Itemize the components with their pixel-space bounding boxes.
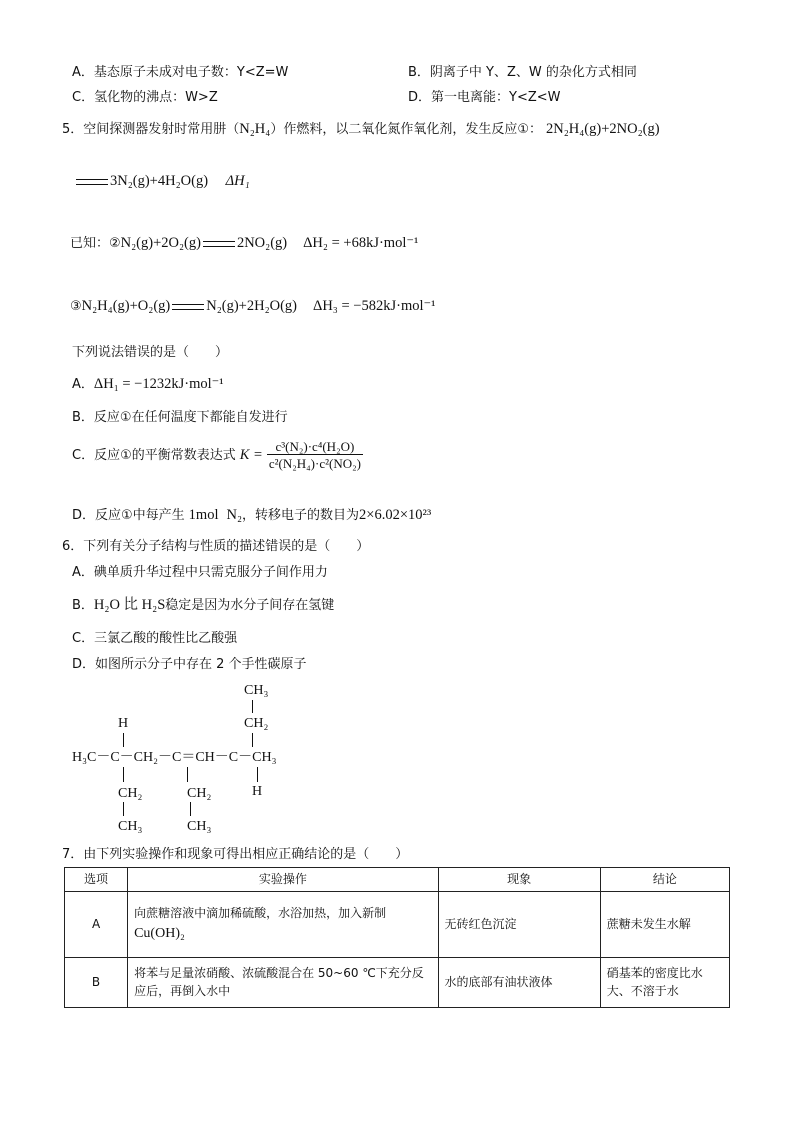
k-symbol: K =: [239, 446, 263, 463]
reaction1-rhs: 3N₂(g)+4H₂O(g): [110, 173, 209, 189]
row-phenomenon: 水的底部有油状液体: [438, 957, 600, 1007]
delta-h1: ΔH₁: [225, 173, 250, 189]
bond-line: [123, 802, 124, 816]
top-ch2: CH₂: [244, 716, 269, 731]
header-phenomenon: 现象: [438, 868, 600, 892]
known-reaction-3: ③N₂H₄(g)+O₂(g) N₂(g)+2H₂O(g) ΔH₃ = −582kJ·mol⁻¹: [70, 298, 436, 314]
q4-option-b: B．阴离子中 Y、Z、W 的杂化方式相同: [408, 65, 637, 80]
hydrazine-formula: N₂H₄: [239, 121, 271, 137]
table-header-row: [65, 868, 730, 892]
branch2-ch3: CH₃: [187, 819, 212, 834]
bond-line: [187, 767, 188, 782]
bottom-h: H: [252, 784, 263, 799]
q5-stem: 5．空间探测器发射时常用肼（N₂H₄）作燃料，以二氧化氮作氧化剂，发生反应①： 2N₂H₄(g)+2NO₂(g): [62, 121, 660, 137]
q5-option-a: A．ΔH₁ = −1232kJ·mol⁻¹: [72, 376, 224, 392]
q6-option-a: A．碘单质升华过程中只需克服分子间作用力: [72, 565, 328, 580]
q6-stem: 6．下列有关分子结构与性质的描述错误的是（ ）: [62, 539, 370, 554]
fraction-denominator: c²(N₂H₄)·c²(NO₂): [268, 456, 361, 471]
q4-option-a: A．基态原子未成对电子数：Y<Z=W: [72, 65, 289, 80]
q6-option-d: D．如图所示分子中存在 2 个手性碳原子: [72, 657, 307, 672]
bond-line: [257, 767, 258, 782]
main-chain: H₃C－C－CH₂－C＝CH－C－CH₃: [72, 750, 277, 765]
reaction3-lhs: N₂H₄(g)+O₂(g): [81, 298, 171, 314]
row-option: A: [65, 891, 128, 957]
top-ch3: CH₃: [244, 683, 269, 698]
table-row: [65, 891, 730, 957]
q4-option-c: C．氢化物的沸点：W>Z: [72, 90, 218, 105]
q6-option-b: B．H₂O 比 H₂S稳定是因为水分子间存在氢键: [72, 597, 335, 613]
top-h: H: [118, 716, 129, 731]
reaction2-rhs: 2NO₂(g): [236, 235, 288, 251]
row-conclusion: 蔗糖未发生水解: [600, 891, 729, 957]
known-reaction-2: 已知：②N₂(g)+2O₂(g) 2NO₂(g) ΔH₂ = +68kJ·mol⁻¹: [70, 235, 419, 251]
experiment-table: [64, 867, 730, 1008]
header-option: 选项: [65, 868, 128, 892]
header-operation: 实验操作: [128, 868, 438, 892]
bond-line: [252, 733, 253, 747]
q4-option-d: D．第一电离能：Y<Z<W: [408, 90, 561, 105]
equilibrium-constant-fraction: [267, 440, 363, 470]
row-phenomenon: 无砖红色沉淀: [438, 891, 600, 957]
delta-h3: ΔH₃ = −582kJ·mol⁻¹: [313, 298, 436, 314]
row-conclusion: 硝基苯的密度比水大、不溶于水: [600, 957, 729, 1007]
reaction1-rhs-line: [74, 174, 250, 189]
q6-option-c: C．三氯乙酸的酸性比乙酸强: [72, 631, 238, 646]
branch2-ch2: CH₂: [187, 786, 212, 801]
header-conclusion: 结论: [600, 868, 729, 892]
row-operation: 向蔗糖溶液中滴加稀硫酸，水浴加热，加入新制 Cu(OH)₂: [128, 891, 438, 957]
delta-h2: ΔH₂ = +68kJ·mol⁻¹: [303, 235, 419, 251]
equals-sign: [172, 304, 204, 310]
q7-stem: 7．由下列实验操作和现象可得出相应正确结论的是（ ）: [62, 847, 409, 862]
bond-line: [190, 802, 191, 816]
equals-sign: [203, 241, 235, 247]
bond-line: [123, 733, 124, 747]
equals-sign: [76, 179, 108, 185]
reaction2-lhs: N₂(g)+2O₂(g): [120, 235, 201, 251]
bond-line: [123, 767, 124, 782]
reaction1-lhs: 2N₂H₄(g)+2NO₂(g): [546, 121, 660, 137]
q5-question: 下列说法错误的是（ ）: [72, 345, 229, 360]
bond-line: [252, 700, 253, 713]
branch1-ch2: CH₂: [118, 786, 143, 801]
row-operation: 将苯与足量浓硝酸、浓硫酸混合在 50~60 ℃下充分反应后，再倒入水中: [128, 957, 438, 1007]
fraction-numerator: c³(N₂)·c⁴(H₂O): [267, 440, 363, 455]
table-row: [65, 957, 730, 1007]
q5-option-d: D．反应①中每产生 1mol N₂，转移电子的数目为2×6.02×10²³: [72, 507, 432, 523]
branch1-ch3: CH₃: [118, 819, 143, 834]
row-option: B: [65, 957, 128, 1007]
q5-option-c: C．反应①的平衡常数表达式 K = $\frac{\text{c³(N₂)·c⁴(H₂O)}}{\text{c²(N₂H₄)·c²(NO₂)}}$: [72, 439, 361, 471]
reaction3-rhs: N₂(g)+2H₂O(g): [206, 298, 298, 314]
q5-option-b: B．反应①在任何温度下都能自发进行: [72, 410, 288, 425]
